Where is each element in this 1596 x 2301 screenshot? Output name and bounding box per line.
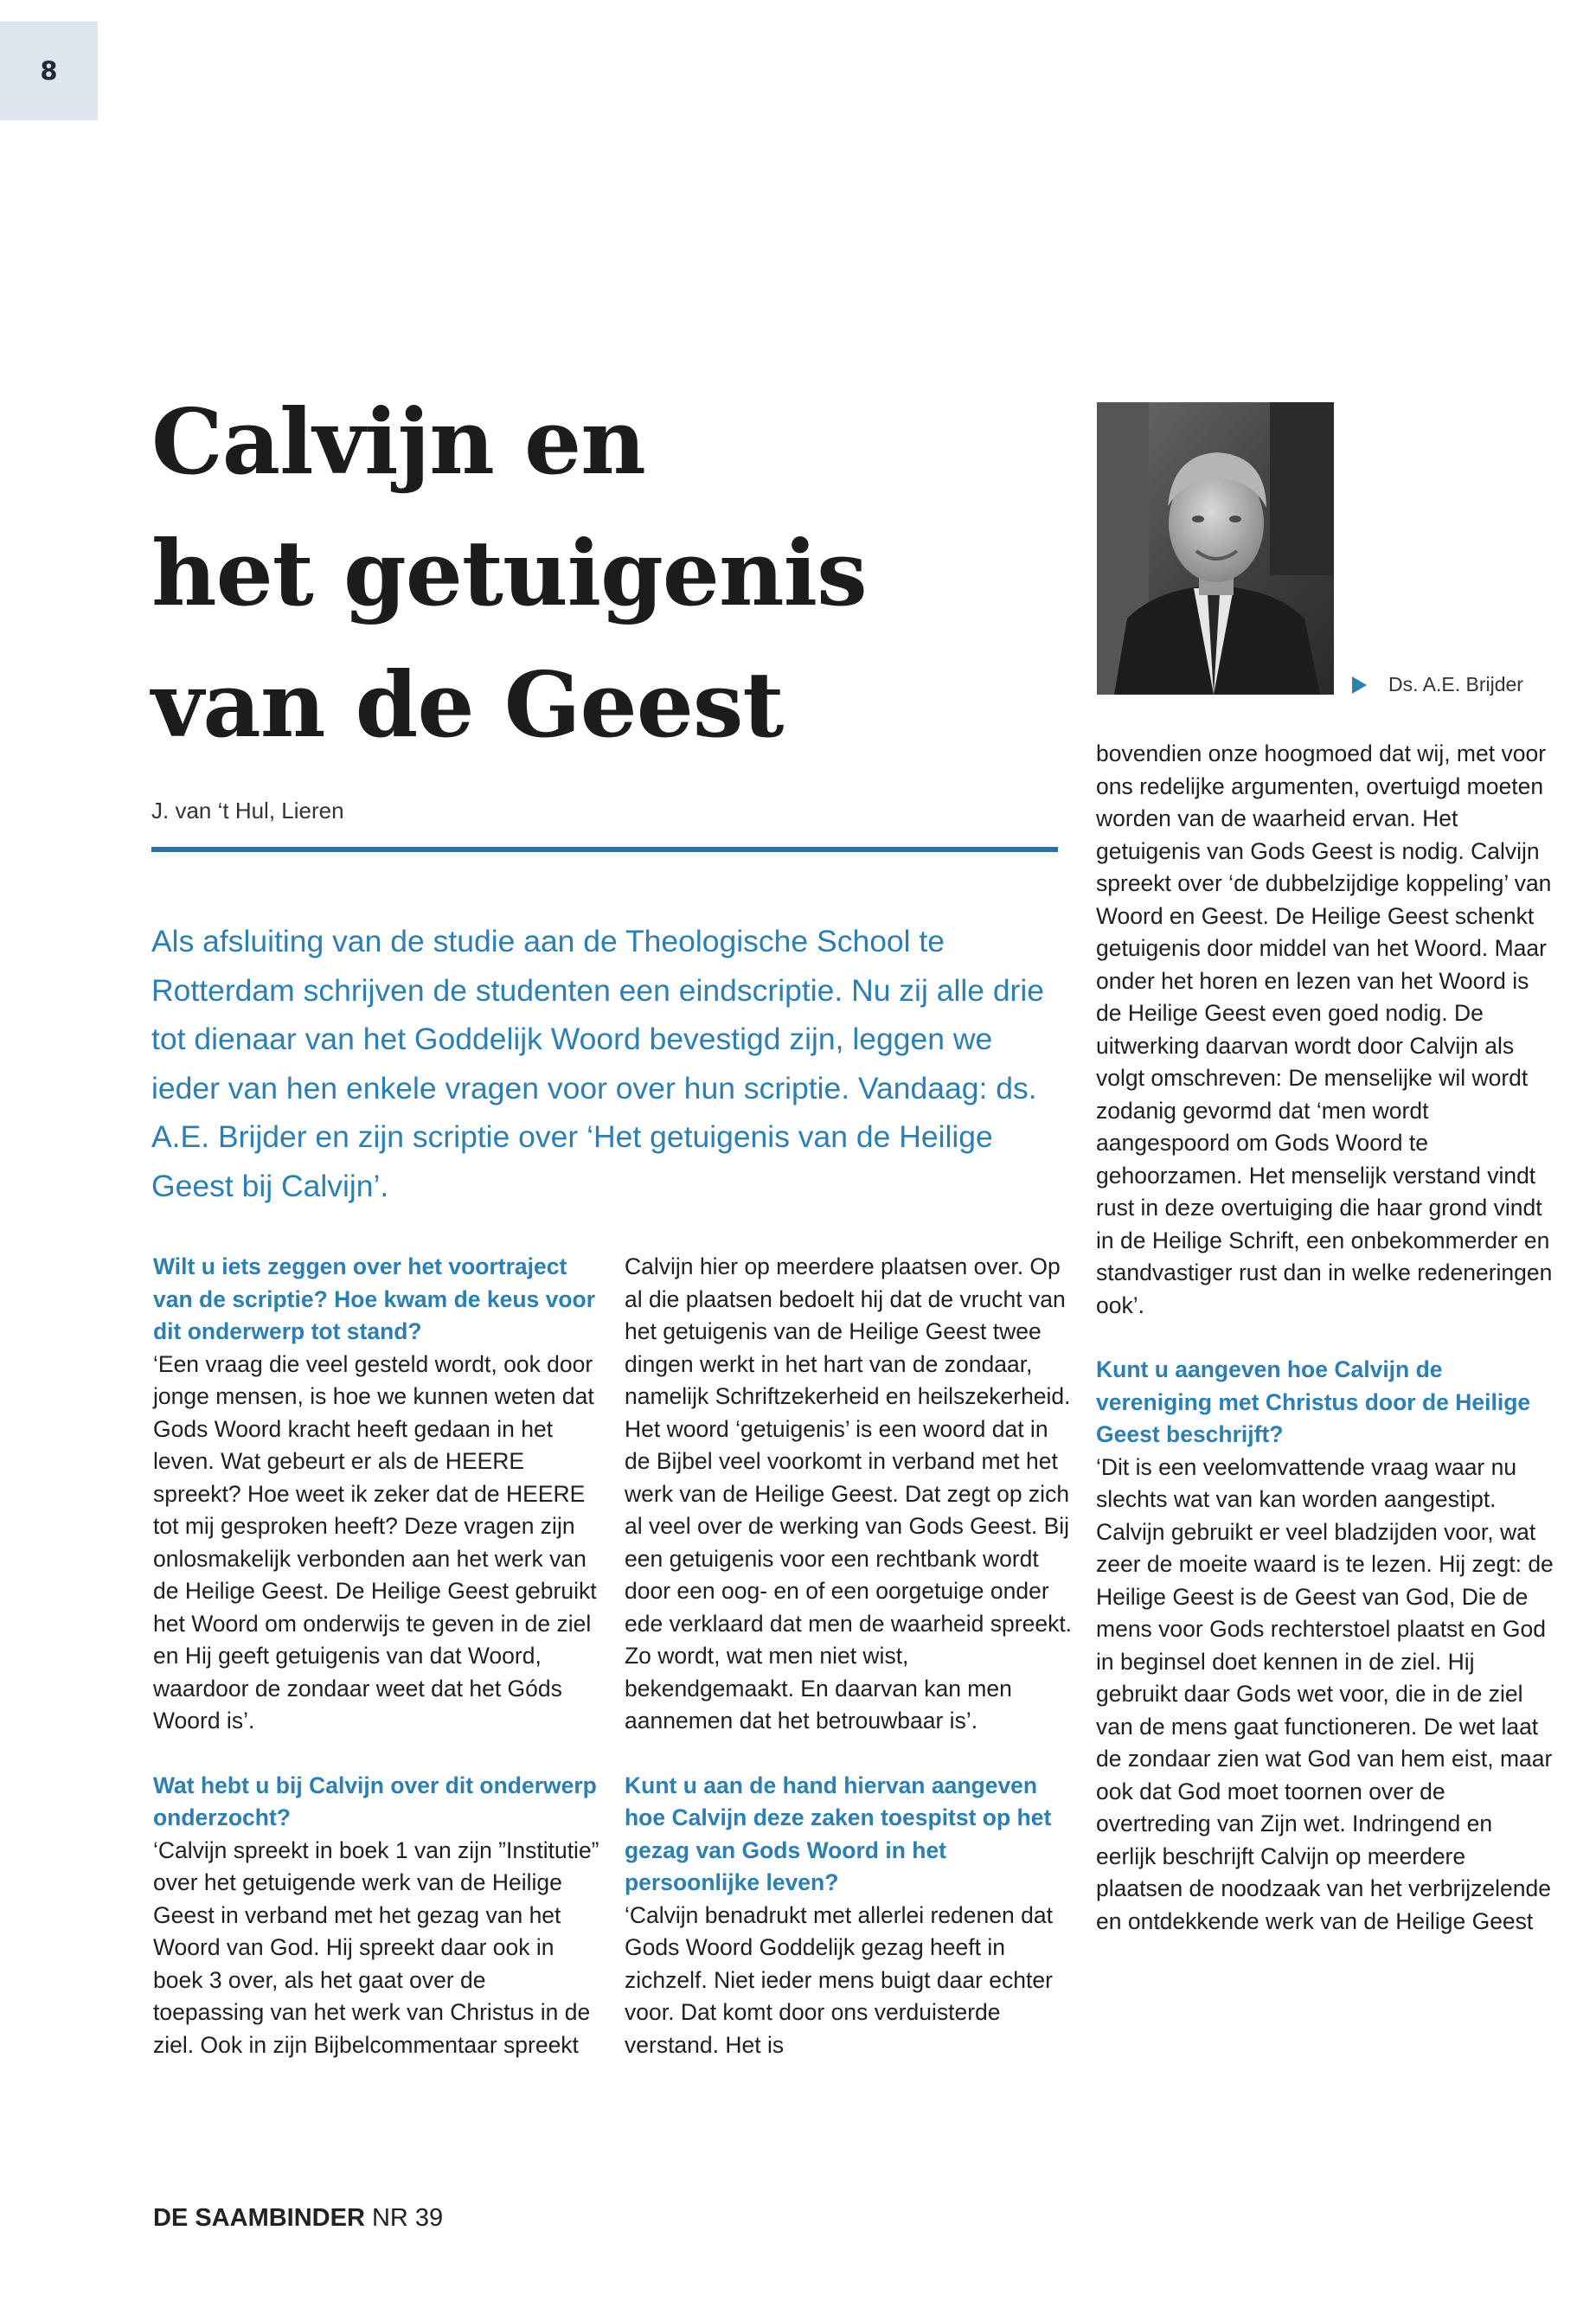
caption-triangle-icon — [1352, 676, 1367, 694]
column-3 — [1096, 738, 1554, 1938]
photo-caption-text: Ds. A.E. Brijder — [1388, 673, 1523, 695]
article-title — [151, 376, 1060, 771]
answer-3: ‘Calvijn benadrukt met allerlei redenen dat Gods Woord Goddelijk gezag heeft in zichzelf. Niet ieder mens buigt daar echter voor. Dat komt door ons verduisterde verstand. Het is — [625, 1901, 1053, 2058]
answer-1: ‘Een vraag die veel gesteld wordt, ook door jonge mensen, is hoe we kunnen weten dat Gods Woord kracht heeft gedaan in het leven. Wat gebeurt er als de HEERE spreekt? Hoe weet ik zeker dat de HEERE tot mij gesproken heeft? Deze vragen zijn onlosmakelijk verbonden aan het werk van de Heilige Geest. De Heilige Geest gebruikt het Woord om onderwijs te geven in de ziel en Hij geeft getuigenis van dat Woord, waardoor de zondaar weet dat het Góds Woord is’. — [153, 1350, 597, 1734]
title-line-3: van de Geest — [151, 651, 784, 758]
question-2: Wat hebt u bij Calvijn over dit onderwerp onderzocht? — [153, 1772, 597, 1830]
title-line-1: Calvijn en — [151, 388, 645, 495]
photo-caption — [1352, 673, 1523, 696]
question-1: Wilt u iets zeggen over het voortraject van de scriptie? Hoe kwam de keus voor dit onderwerp tot stand? — [153, 1253, 596, 1344]
column-2 — [625, 1251, 1074, 2061]
question-3: Kunt u aan de hand hiervan aangeven hoe Calvijn deze zaken toespitst op het gezag van Gods Woord in het persoonlijke leven? — [625, 1772, 1052, 1895]
answer-4: ‘Dit is een veelomvattende vraag waar nu slechts wat van kan worden aangestipt. Calvijn gebruikt er veel bladzijden voor, wat zeer de moeite waard is te lezen. Hij zegt: de Heilige Geest is de Geest van God, Die de mens voor Gods rechterstoel plaatst en God in beginsel doet kennen in de ziel. Hij gebruikt daar Gods wet voor, die in de ziel van de mens gaat functioneren. De wet laat de zondaar zien wat God van hem eist, maar ook dat God moet toornen over de overtreding van Zijn wet. Indringend en eerlijk beschrijft Calvijn op meerdere plaatsen de noodzaak van het verbrijzelende en ontdekkende werk van de Heilige Geest — [1096, 1453, 1554, 1934]
magazine-name: DE SAAMBINDER — [153, 2204, 365, 2232]
answer-2-continued: Calvijn hier op meerdere plaatsen over. Op al die plaatsen bedoelt hij dat de vrucht van het getuigenis van de Heilige Geest twee dingen werkt in het hart van de zondaar, namelijk Schriftzekerheid en heilszekerheid. Het woord ‘getuigenis’ is een woord dat in de Bijbel veel voorkomt in verband met het werk van de Heilige Geest. Dat zegt op zich al veel over de werking van Gods Geest. Bij een getuigenis voor een rechtbank wordt door een oog- en of een oorgetuige onder ede verklaard dat men de waarheid spreekt. Zo wordt, wat men niet wist, bekendgemaakt. En daarvan kan men aannemen dat het betrouwbaar is’. — [625, 1253, 1073, 1734]
byline: J. van ‘t Hul, Lieren — [151, 798, 344, 824]
page-number: 8 — [0, 22, 98, 120]
title-divider — [151, 847, 1058, 852]
issue-number: NR 39 — [371, 2204, 444, 2232]
title-line-2: het getuigenis — [151, 520, 867, 626]
question-4: Kunt u aangeven hoe Calvijn de vereniging met Christus door de Heilige Geest beschrijft? — [1096, 1356, 1531, 1447]
column-1 — [153, 1251, 603, 2061]
intro-paragraph: Als afsluiting van de studie aan de Theologische School te Rotterdam schrijven de studenten een eindscriptie. Nu zij alle drie tot dienaar van het Goddelijk Woord bevestigd zijn, leggen we ieder van hen enkele vragen voor over hun scriptie. Vandaag: ds. A.E. Brijder en zijn scriptie over ‘Het getuigenis van de Heilige Geest bij Calvijn’. — [151, 924, 1045, 1203]
footer — [153, 2204, 443, 2233]
author-photo — [1097, 402, 1334, 695]
answer-2: ‘Calvijn spreekt in boek 1 van zijn ”Institutie” over het getuigende werk van de Heilige Geest in verband met het gezag van het Woord van God. Hij spreekt daar ook in boek 3 over, als het gaat over de toepassing van het werk van Christus in de ziel. Ook in zijn Bijbelcommentaar spreekt — [153, 1836, 599, 2058]
answer-3-continued: bovendien onze hoogmoed dat wij, met voor ons redelijke argumenten, overtuigd moeten worden van de waarheid ervan. Het getuigenis van Gods Geest is nodig. Calvijn spreekt over ‘de dubbelzijdige koppeling’ van Woord en Geest. De Heilige Geest schenkt getuigenis door middel van het Woord. Maar onder het horen en lezen van het Woord is de Heilige Geest even goed nodig. De uitwerking daarvan wordt door Calvijn als volgt omschreven: De menselijke wil wordt zodanig gevormd dat ‘men wordt aangespoord om Gods Woord te gehoorzamen. Het menselijk verstand vindt rust in deze overtuiging die haar grond vindt in de Heilige Schrift, een onbekommerder en standvastiger rust dan in welke redeneringen ook’. — [1096, 740, 1553, 1318]
